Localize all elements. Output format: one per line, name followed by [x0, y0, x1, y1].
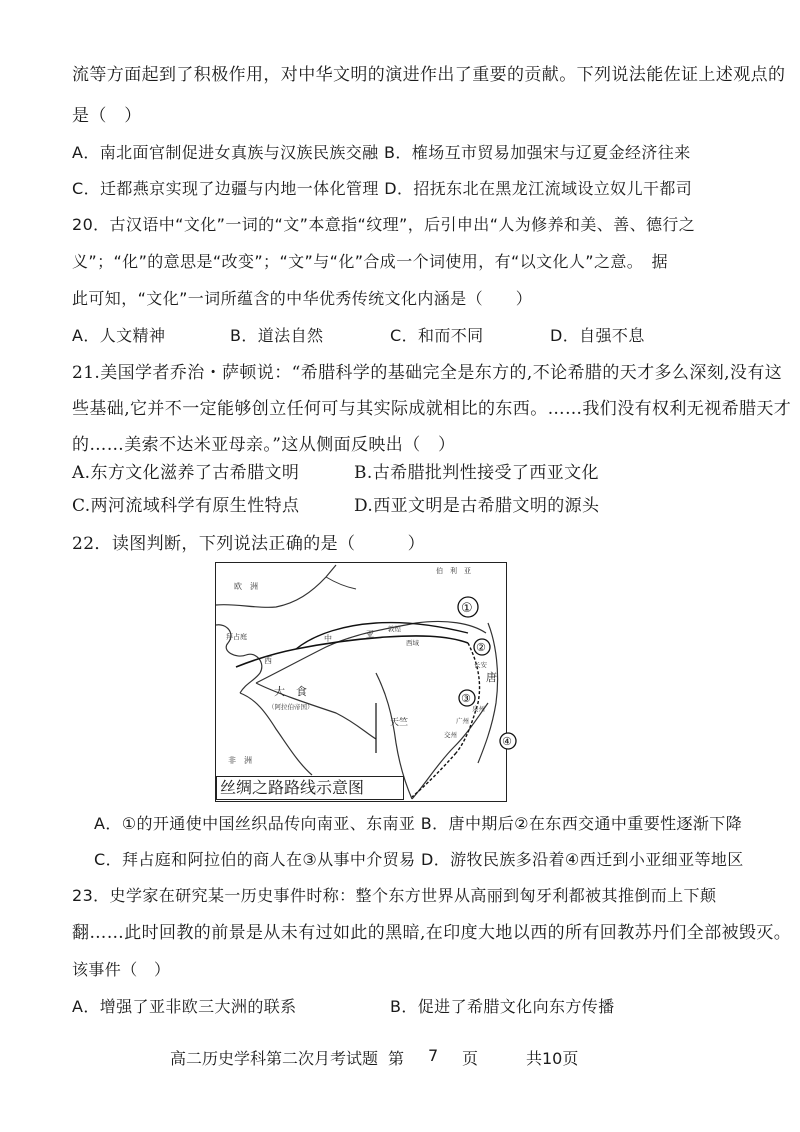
marker-4-label: ④: [502, 735, 512, 748]
map-label-asia: 亚: [366, 630, 374, 639]
map-label-europe: 欧 洲: [234, 582, 258, 591]
map-label-changan: 长安: [474, 661, 487, 669]
q23-stem-1: 23．史学家在研究某一历史事件时称：整个东方世界从高丽到匈牙利都被其推倒而上下颠: [72, 886, 717, 905]
map-label-jiaozhou: 交州: [444, 731, 457, 739]
q23-stem-2: 翻……此时回教的前景是从未有过如此的黑暗,在印度大地以西的所有回教苏丹们全部被毁灭。: [72, 923, 792, 943]
india-east-coast: [412, 703, 488, 799]
map-label-siberia: 伯 利 亚: [436, 567, 471, 575]
q23-stem-3: 该事件（ ）: [72, 960, 171, 979]
q19-options-cd: C．迁都燕京实现了边疆与内地一体化管理 D．招抚东北在黑龙江流域设立奴儿干都司: [72, 179, 693, 198]
q20-stem-3: 此可知，“文化”一词所蕴含的中华优秀传统文化内涵是（ ）: [72, 289, 533, 308]
map-label-arabia: （阿拉伯帝国）: [268, 703, 314, 711]
map-label-africa: 非 洲: [228, 756, 252, 765]
q20-option-b: B．道法自然: [230, 326, 324, 345]
q21-option-a: A.东方文化滋养了古希腊文明: [72, 463, 300, 483]
map-label-quanzhou: 泉州: [472, 705, 485, 713]
map-caption: 丝绸之路路线示意图: [216, 776, 404, 800]
map-label-xiyu: 西域: [406, 639, 419, 647]
q20-option-a: A．人文精神: [72, 326, 166, 345]
map-drawing: [216, 563, 512, 800]
map-label-central: 中: [324, 634, 332, 643]
map-label-west: 西: [264, 656, 272, 665]
q21-option-b: B.古希腊批判性接受了西亚文化: [354, 463, 599, 483]
footer-title: 高二历史学科第二次月考试题: [170, 1049, 379, 1068]
q22-stem: 22．读图判断，下列说法正确的是（ ）: [72, 534, 426, 554]
q23-option-a: A．增强了亚非欧三大洲的联系: [72, 997, 297, 1016]
map-label-dunhuang: 敦煌: [388, 625, 401, 633]
q19-stem-bracket: 是（ ）: [72, 106, 142, 126]
q21-option-c: C.两河流域科学有原生性特点: [72, 496, 300, 516]
map-label-guangzhou: 广州: [456, 717, 469, 725]
footer-ye: 页: [462, 1049, 479, 1068]
q21-stem-1: 21.美国学者乔治・萨顿说：“希腊科学的基础完全是东方的,不论希腊的天才多么深刻,没有这: [72, 363, 783, 383]
marker-1-label: ①: [461, 601, 473, 616]
q20-stem-2: 义”；“化”的意思是“改变”；“文”与“化”合成一个词使用，有“以文化人”之意。 据: [72, 252, 668, 271]
q19-stem-end: 流等方面起到了积极作用，对中华文明的演进作出了重要的贡献。下列说法能佐证上述观点的: [72, 65, 786, 85]
map-label-tang: 唐: [486, 671, 497, 684]
map-label-dashi: 大 食: [274, 685, 307, 698]
q20-option-d: D．自强不息: [550, 326, 645, 345]
sea-route-south: [412, 753, 456, 797]
map-label-byzantium: 拜占庭: [226, 633, 247, 641]
river-north: [326, 577, 356, 589]
footer-page-number: 7: [428, 1046, 439, 1065]
silk-road-map: [215, 562, 512, 802]
q23-option-b: B．促进了希腊文化向东方传播: [390, 997, 615, 1016]
q21-stem-2: 些基础,它并不一定能够创立任何可与其实际成就相比的东西。……我们没有权利无视希腊天才: [72, 399, 792, 419]
q22-options-cd: C．拜占庭和阿拉伯的商人在③从事中介贸易 D．游牧民族多沿着④西迁到小亚细亚等地区: [94, 850, 744, 869]
q22-options-ab: A．①的开通使中国丝织品传向南亚、东南亚 B．唐中期后②在东西交通中重要性逐渐下降: [94, 814, 743, 833]
footer-di: 第: [388, 1049, 405, 1068]
footer-total-pages: 共10页: [526, 1049, 579, 1068]
marker-3-label: ③: [461, 692, 471, 705]
map-label-tianzhu: 天竺: [390, 718, 409, 728]
q20-stem-1: 20．古汉语中“文化”一词的“文”本意指“纹理”，后引申出“人为修养和美、善、德行之: [72, 215, 696, 234]
q19-options-ab: A．南北面官制促进女真族与汉族民族交融 B．榷场互市贸易加强宋与辽夏金经济往来: [72, 143, 691, 162]
q20-option-c: C．和而不同: [390, 326, 484, 345]
q21-stem-3: 的……美索不达米亚母亲。”这从侧面反映出（ ）: [72, 435, 456, 455]
q21-option-d: D.西亚文明是古希腊文明的源头: [354, 496, 600, 516]
marker-2-label: ②: [476, 641, 486, 654]
